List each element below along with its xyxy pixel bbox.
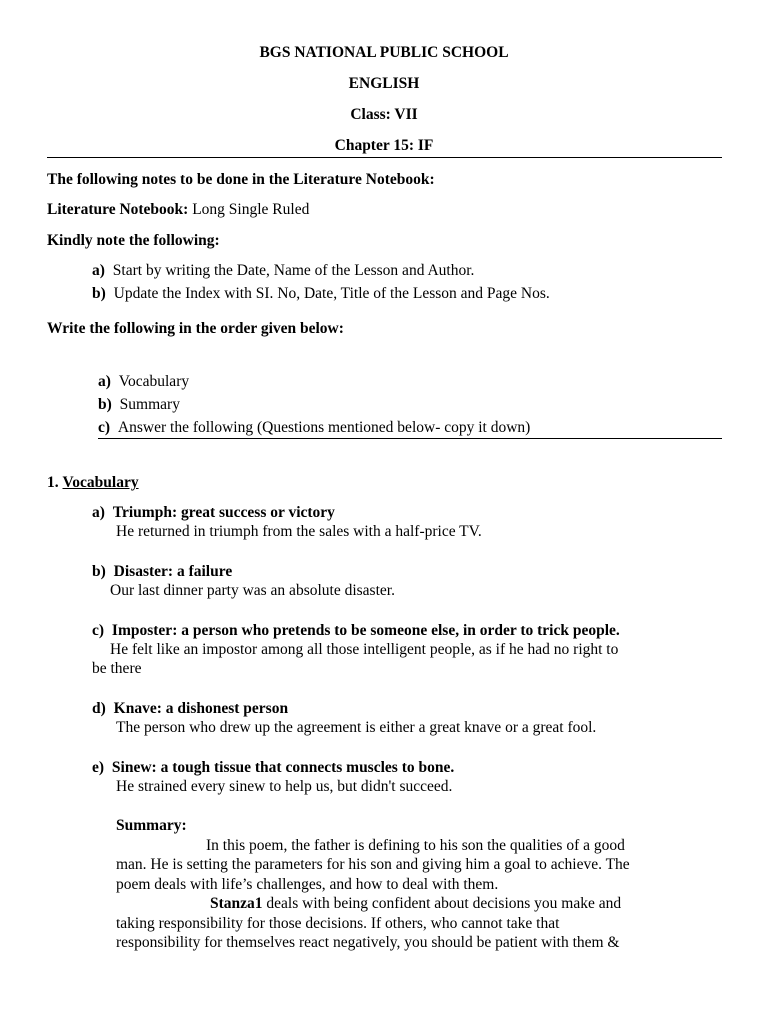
summary-line: poem deals with life’s challenges, and how to deal with them. <box>116 876 499 893</box>
section-divider <box>98 438 722 439</box>
list-text: Vocabulary <box>118 373 190 390</box>
term-text: Sinew: a tough tissue that connects muscles to bone. <box>111 759 455 776</box>
list-text: Start by writing the Date, Name of the Lesson and Author. <box>112 262 475 279</box>
stanza-line <box>210 895 621 913</box>
vocab-example: He returned in triumph from the sales with a half-price TV. <box>116 523 482 540</box>
list-item <box>98 419 530 437</box>
term-text: Disaster: a failure <box>113 563 233 580</box>
vocabulary-heading <box>47 474 139 492</box>
vocab-example: The person who drew up the agreement is either a great knave or a great fool. <box>116 719 597 736</box>
vocab-term <box>92 563 232 581</box>
section-number: 1. <box>47 474 59 491</box>
vocab-term <box>92 700 288 718</box>
vocab-example: Our last dinner party was an absolute disaster. <box>110 582 395 599</box>
summary-line: responsibility for themselves react negatively, you should be patient with them & <box>116 934 620 951</box>
notebook-line <box>47 201 309 219</box>
class-label: Class: VII <box>350 106 418 123</box>
term-text: Triumph: great success or victory <box>112 504 335 521</box>
kindly-note-heading: Kindly note the following: <box>47 232 220 249</box>
list-marker: a) <box>92 262 105 279</box>
list-item <box>92 262 474 280</box>
list-marker: d) <box>92 700 106 717</box>
vocab-term <box>92 504 335 522</box>
list-marker: b) <box>92 563 106 580</box>
notes-instruction: The following notes to be done in the Literature Notebook: <box>47 171 435 188</box>
order-heading: Write the following in the order given below: <box>47 320 344 337</box>
header-divider <box>47 157 722 158</box>
summary-line: In this poem, the father is defining to his son the qualities of a good <box>206 837 625 854</box>
list-marker: a) <box>98 373 111 390</box>
list-marker: b) <box>92 285 106 302</box>
summary-line: man. He is setting the parameters for his son and giving him a goal to achieve. The <box>116 856 630 873</box>
list-marker: e) <box>92 759 105 776</box>
vocab-example-continuation: be there <box>92 660 142 677</box>
list-marker: c) <box>98 419 111 436</box>
notebook-label: Literature Notebook: <box>47 201 189 218</box>
list-text: Update the Index with SI. No, Date, Title of the Lesson and Page Nos. <box>113 285 550 302</box>
stanza-text: deals with being confident about decisions you make and <box>262 895 622 912</box>
vocab-term <box>92 622 620 640</box>
list-item <box>92 285 550 303</box>
vocab-example: He felt like an impostor among all those intelligent people, as if he had no right to <box>110 641 619 658</box>
stanza-label: Stanza1 <box>210 895 263 912</box>
list-text: Answer the following (Questions mentioned below- copy it down) <box>117 419 531 436</box>
vocab-term <box>92 759 454 777</box>
list-text: Summary <box>119 396 180 413</box>
list-marker: c) <box>92 622 105 639</box>
vocab-example: He strained every sinew to help us, but didn't succeed. <box>116 778 453 795</box>
notebook-value: Long Single Ruled <box>188 201 310 218</box>
list-marker: a) <box>92 504 105 521</box>
summary-line: taking responsibility for those decisions. If others, who cannot take that <box>116 915 560 932</box>
list-marker: b) <box>98 396 112 413</box>
term-text: Knave: a dishonest person <box>113 700 289 717</box>
term-text: Imposter: a person who pretends to be someone else, in order to trick people. <box>111 622 620 639</box>
list-item <box>98 373 189 391</box>
summary-heading: Summary: <box>116 817 187 834</box>
section-title: Vocabulary <box>62 474 139 491</box>
subject-title: ENGLISH <box>348 75 420 92</box>
list-item <box>98 396 180 414</box>
school-name: BGS NATIONAL PUBLIC SCHOOL <box>259 44 509 61</box>
chapter-title: Chapter 15: IF <box>334 137 434 154</box>
